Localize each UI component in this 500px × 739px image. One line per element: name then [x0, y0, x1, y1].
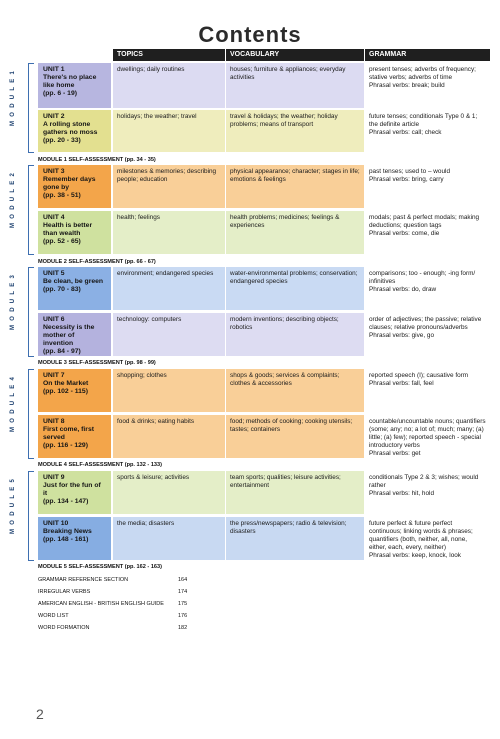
vocabulary-cell: food; methods of cooking; cooking utensils; tastes; containers	[226, 415, 364, 458]
grammar-cell: order of adjectives; the passive; relative clauses; relative pronouns/adverbs Phrasal verbs: give, go	[365, 313, 490, 356]
grammar-cell: past tenses; used to – would Phrasal verbs: bring, carry	[365, 165, 490, 208]
end-matter-item[interactable]	[38, 601, 208, 607]
unit-code: UNIT 3	[43, 168, 65, 175]
module-self-assessment[interactable]: MODULE 4 SELF-ASSESSMENT (pp. 132 - 133)	[38, 462, 163, 468]
end-matter-page: 176	[178, 613, 188, 619]
unit-name: Be clean, be green	[43, 278, 104, 285]
end-matter-label: WORD FORMATION	[38, 625, 90, 631]
end-matter-label: WORD LIST	[38, 613, 69, 619]
end-matter-item[interactable]	[38, 577, 208, 583]
unit-name: Health is better than wealth	[43, 222, 93, 237]
unit-name: Remember days gone by	[43, 176, 96, 191]
unit-pages: (pp. 102 - 115)	[43, 388, 88, 395]
unit-pages: (pp. 20 - 33)	[43, 137, 81, 144]
grammar-cell: countable/uncountable nouns; quantifiers (some; any; no; a lot of; much; many; (a) little; (a) few); reported speech - special introductory verbs Phrasal verbs: get	[365, 415, 490, 458]
module-line-cap	[28, 369, 34, 370]
module-line-cap	[28, 254, 34, 255]
topics-cell: food & drinks; eating habits	[113, 415, 225, 458]
page-title: Contents	[198, 22, 302, 47]
topics-cell: technology: computers	[113, 313, 225, 356]
module-line-cap	[28, 458, 34, 459]
module-line-cap	[28, 471, 34, 472]
unit-code: UNIT 7	[43, 372, 65, 379]
unit-title-cell[interactable]	[38, 165, 111, 208]
module-self-assessment[interactable]: MODULE 5 SELF-ASSESSMENT (pp. 162 - 163)	[38, 564, 163, 570]
unit-pages: (pp. 116 - 129)	[43, 442, 88, 449]
end-matter-label: GRAMMAR REFERENCE SECTION	[38, 577, 129, 583]
unit-code: UNIT 6	[43, 316, 65, 323]
unit-name: On the Market	[43, 380, 89, 387]
grammar-cell: reported speech (I); causative form Phrasal verbs: fall, feel	[365, 369, 490, 412]
unit-code: UNIT 9	[43, 474, 65, 481]
page-number: 2	[36, 706, 44, 722]
unit-name: Necessity is the mother of invention	[43, 324, 95, 347]
vocabulary-cell: physical appearance; character; stages in life; emotions & feelings	[226, 165, 364, 208]
vocabulary-cell: travel & holidays; the weather; holiday problems; means of transport	[226, 110, 364, 152]
grammar-cell: conditionals Type 2 & 3; wishes; would rather Phrasal verbs: hit, hold	[365, 471, 490, 514]
end-matter-item[interactable]	[38, 589, 208, 595]
vocabulary-cell: health problems; medicines; feelings & experiences	[226, 211, 364, 254]
end-matter-page: 182	[178, 625, 188, 631]
module-label: M O D U L E 5	[10, 477, 16, 534]
grammar-cell: modals; past & perfect modals; making deductions; question tags Phrasal verbs: come, die	[365, 211, 490, 254]
topics-cell: milestones & memories; describing people; education	[113, 165, 225, 208]
module-line-cap	[28, 152, 34, 153]
grammar-cell: present tenses; adverbs of frequency; stative verbs; adverbs of time Phrasal verbs: break; build	[365, 63, 490, 108]
unit-name: A rolling stone gathers no moss	[43, 121, 98, 136]
unit-name: First come, first served	[43, 426, 94, 441]
topics-cell: sports & leisure; activities	[113, 471, 225, 514]
unit-title-cell[interactable]	[38, 211, 111, 254]
unit-pages: (pp. 52 - 65)	[43, 238, 81, 245]
unit-name: Breaking News	[43, 528, 92, 535]
unit-title-cell[interactable]	[38, 471, 111, 514]
unit-pages: (pp. 38 - 51)	[43, 192, 81, 199]
module-self-assessment[interactable]: MODULE 1 SELF-ASSESSMENT (pp. 34 - 35)	[38, 157, 156, 163]
topics-cell: dwellings; daily routines	[113, 63, 225, 108]
unit-pages: (pp. 134 - 147)	[43, 498, 89, 505]
module-line-cap	[28, 165, 34, 166]
vocabulary-cell: the press/newspapers; radio & television; disasters	[226, 517, 364, 560]
vocabulary-cell: houses; furniture & appliances; everyday activities	[226, 63, 364, 108]
header-vocabulary: VOCABULARY	[226, 49, 364, 61]
topics-cell: shopping; clothes	[113, 369, 225, 412]
module-line-cap	[28, 356, 34, 357]
topics-cell: health; feelings	[113, 211, 225, 254]
module-line-cap	[28, 267, 34, 268]
vocabulary-cell: modern inventions; describing objects; robotics	[226, 313, 364, 356]
unit-title-cell[interactable]	[38, 517, 111, 560]
end-matter-label: AMERICAN ENGLISH - BRITISH ENGLISH GUIDE	[38, 601, 164, 607]
module-label: M O D U L E 1	[10, 69, 16, 126]
header-topics: TOPICS	[113, 49, 225, 61]
unit-code: UNIT 8	[43, 418, 65, 425]
grammar-cell: future perfect & future perfect continuous; linking words & phrases; quantifiers (both, neither, all, none, either, each, every, neither) Phrasal verbs: keep, knock, look	[365, 517, 490, 560]
module-line-cap	[28, 63, 34, 64]
module-line	[28, 369, 29, 458]
unit-pages: (pp. 84 - 97)	[43, 348, 81, 355]
unit-title-cell[interactable]	[38, 267, 111, 310]
module-line	[28, 471, 29, 560]
grammar-cell: future tenses; conditionals Type 0 & 1; the definite article Phrasal verbs: call; check	[365, 110, 490, 152]
module-line-cap	[28, 560, 34, 561]
unit-title-cell[interactable]	[38, 110, 111, 152]
vocabulary-cell: water-environmental problems; conservation; endangered species	[226, 267, 364, 310]
topics-cell: the media; disasters	[113, 517, 225, 560]
unit-pages: (pp. 70 - 83)	[43, 286, 81, 293]
vocabulary-cell: team sports; qualities; leisure activities; entertainment	[226, 471, 364, 514]
end-matter-item[interactable]	[38, 613, 208, 619]
topics-cell: environment; endangered species	[113, 267, 225, 310]
grammar-cell: comparisons; too - enough; -ing form/ infinitives Phrasal verbs: do, draw	[365, 267, 490, 310]
module-label: M O D U L E 4	[10, 375, 16, 432]
unit-pages: (pp. 148 - 161)	[43, 536, 89, 543]
module-line	[28, 267, 29, 356]
module-self-assessment[interactable]: MODULE 3 SELF-ASSESSMENT (pp. 98 - 99)	[38, 360, 156, 366]
end-matter-page: 175	[178, 601, 188, 607]
unit-name: Just for the fun of it	[43, 482, 101, 497]
end-matter-label: IRREGULAR VERBS	[38, 589, 91, 595]
unit-code: UNIT 5	[43, 270, 65, 277]
unit-code: UNIT 10	[43, 520, 69, 527]
unit-title-cell[interactable]	[38, 369, 111, 412]
header-grammar: GRAMMAR	[365, 49, 490, 61]
unit-pages: (pp. 6 - 19)	[43, 90, 77, 97]
end-matter-page: 174	[178, 589, 188, 595]
module-self-assessment[interactable]: MODULE 2 SELF-ASSESSMENT (pp. 66 - 67)	[38, 259, 156, 265]
unit-title-cell[interactable]	[38, 63, 111, 108]
module-label: M O D U L E 3	[10, 273, 16, 330]
module-line	[28, 165, 29, 254]
vocabulary-cell: shops & goods; services & complaints; clothes & accessories	[226, 369, 364, 412]
end-matter-page: 164	[178, 577, 188, 583]
module-label: M O D U L E 2	[10, 171, 16, 228]
end-matter-item[interactable]	[38, 625, 208, 631]
unit-code: UNIT 2	[43, 113, 65, 120]
unit-code: UNIT 4	[43, 214, 65, 221]
unit-code: UNIT 1	[43, 66, 65, 73]
unit-title-cell[interactable]	[38, 313, 111, 356]
unit-title-cell[interactable]	[38, 415, 111, 458]
module-line	[28, 63, 29, 152]
topics-cell: holidays; the weather; travel	[113, 110, 225, 152]
unit-name: There's no place like home	[43, 74, 97, 89]
